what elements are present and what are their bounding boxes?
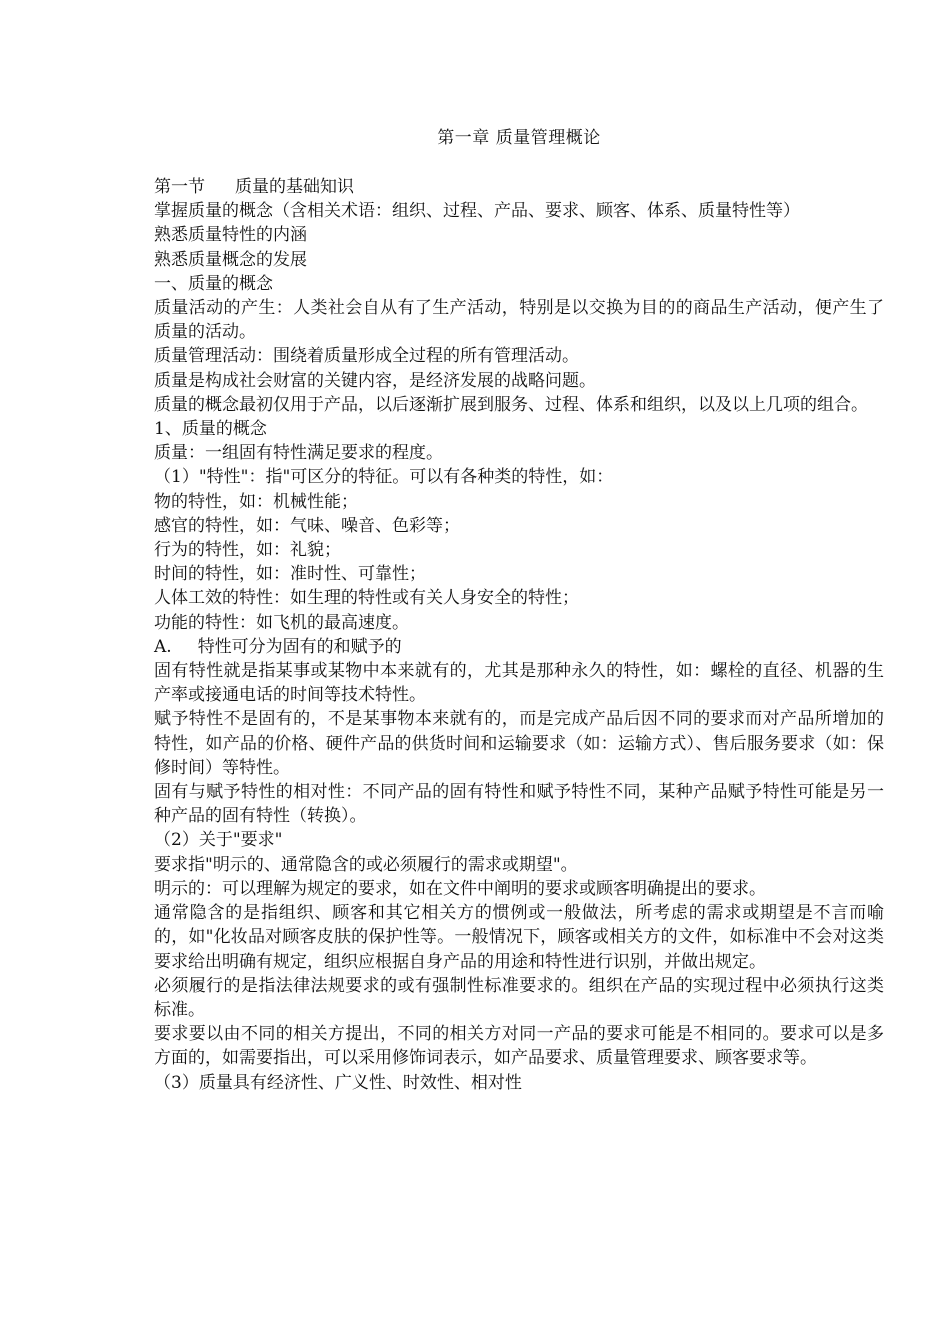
list-a-item: [154, 635, 884, 659]
subheading: 一、质量的概念: [154, 273, 273, 294]
list-item: 感官的特性，如：气味、噪音、色彩等；: [154, 515, 460, 536]
chapter-title: 第一章 质量管理概论: [437, 128, 601, 148]
paragraph: 熟悉质量概念的发展: [154, 249, 307, 270]
list-item: 时间的特性，如：准时性、可靠性；: [154, 564, 426, 585]
list-a-text: 特性可分为固有的和赋予的: [197, 636, 402, 657]
list-item: 人体工效的特性：如生理的特性或有关人身安全的特性；: [154, 588, 579, 609]
list-a-marker: A.: [154, 636, 172, 657]
section-name: 质量的基础知识: [235, 177, 354, 197]
subheading: 1、质量的概念: [154, 419, 267, 440]
paragraph: 必须履行的是指法律法规要求的或有强制性标准要求的。组织在产品的实现过程中必须执行这类标准。: [154, 975, 884, 1020]
list-item: 物的特性，如：机械性能；: [154, 491, 358, 512]
paragraph: 质量是构成社会财富的关键内容，是经济发展的战略问题。: [154, 370, 596, 391]
paragraph: 质量活动的产生：人类社会自从有了生产活动，特别是以交换为目的的商品生产活动，便产生了质量的活动。: [154, 298, 884, 343]
list-item: 功能的特性：如飞机的最高速度。: [154, 612, 409, 633]
subheading: （3）质量具有经济性、广义性、时效性、相对性: [154, 1072, 522, 1093]
paragraph: 固有与赋予特性的相对性：不同产品的固有特性和赋予特性不同，某种产品赋予特性可能是另一种产品的固有特性（转换）。: [154, 782, 884, 827]
paragraph: 质量的概念最初仅用于产品，以后逐渐扩展到服务、过程、体系和组织，以及以上几项的组合。: [154, 394, 868, 415]
paragraph: 质量管理活动：围绕着质量形成全过程的所有管理活动。: [154, 346, 579, 367]
list-item: 行为的特性，如：礼貌；: [154, 540, 341, 561]
paragraph: 固有特性就是指某事或某物中本来就有的，尤其是那种永久的特性，如：螺栓的直径、机器的生产率或接通电话的时间等技术特性。: [154, 661, 884, 706]
paragraph: 熟悉质量特性的内涵: [154, 225, 307, 246]
paragraph: 赋予特性不是固有的，不是某事物本来就有的，而是完成产品后因不同的要求而对产品所增加的特性，如产品的价格、硬件产品的供货时间和运输要求（如：运输方式）、售后服务要求（如：保修时间）等特性。: [154, 709, 884, 778]
paragraph: 掌握质量的概念（含相关术语：组织、过程、产品、要求、顾客、体系、质量特性等）: [154, 201, 800, 222]
paragraph: 质量：一组固有特性满足要求的程度。: [154, 443, 443, 464]
section-number: 第一节: [154, 177, 205, 197]
paragraph: （1）"特性"：指"可区分的特征。可以有各种类的特性，如：: [154, 467, 614, 488]
paragraph: 明示的：可以理解为规定的要求，如在文件中阐明的要求或顾客明确提出的要求。: [154, 878, 766, 899]
document-page: [154, 126, 884, 1095]
section-heading: [154, 175, 884, 199]
paragraph: 要求要以由不同的相关方提出，不同的相关方对同一产品的要求可能是不相同的。要求可以是多方面的，如需要指出，可以采用修饰词表示，如产品要求、质量管理要求、顾客要求等。: [154, 1024, 884, 1069]
paragraph: 通常隐含的是指组织、顾客和其它相关方的惯例或一般做法，所考虑的需求或期望是不言而喻的，如"化妆品对顾客皮肤的保护性等。一般情况下，顾客或相关方的文件，如标准中不会对这类要求给出明确有规定，组织应根据自身产品的用途和特性进行识别，并做出规定。: [154, 903, 884, 972]
subheading: （2）关于"要求": [154, 830, 283, 851]
paragraph: 要求指"明示的、通常隐含的或必须履行的需求或期望"。: [154, 854, 578, 875]
